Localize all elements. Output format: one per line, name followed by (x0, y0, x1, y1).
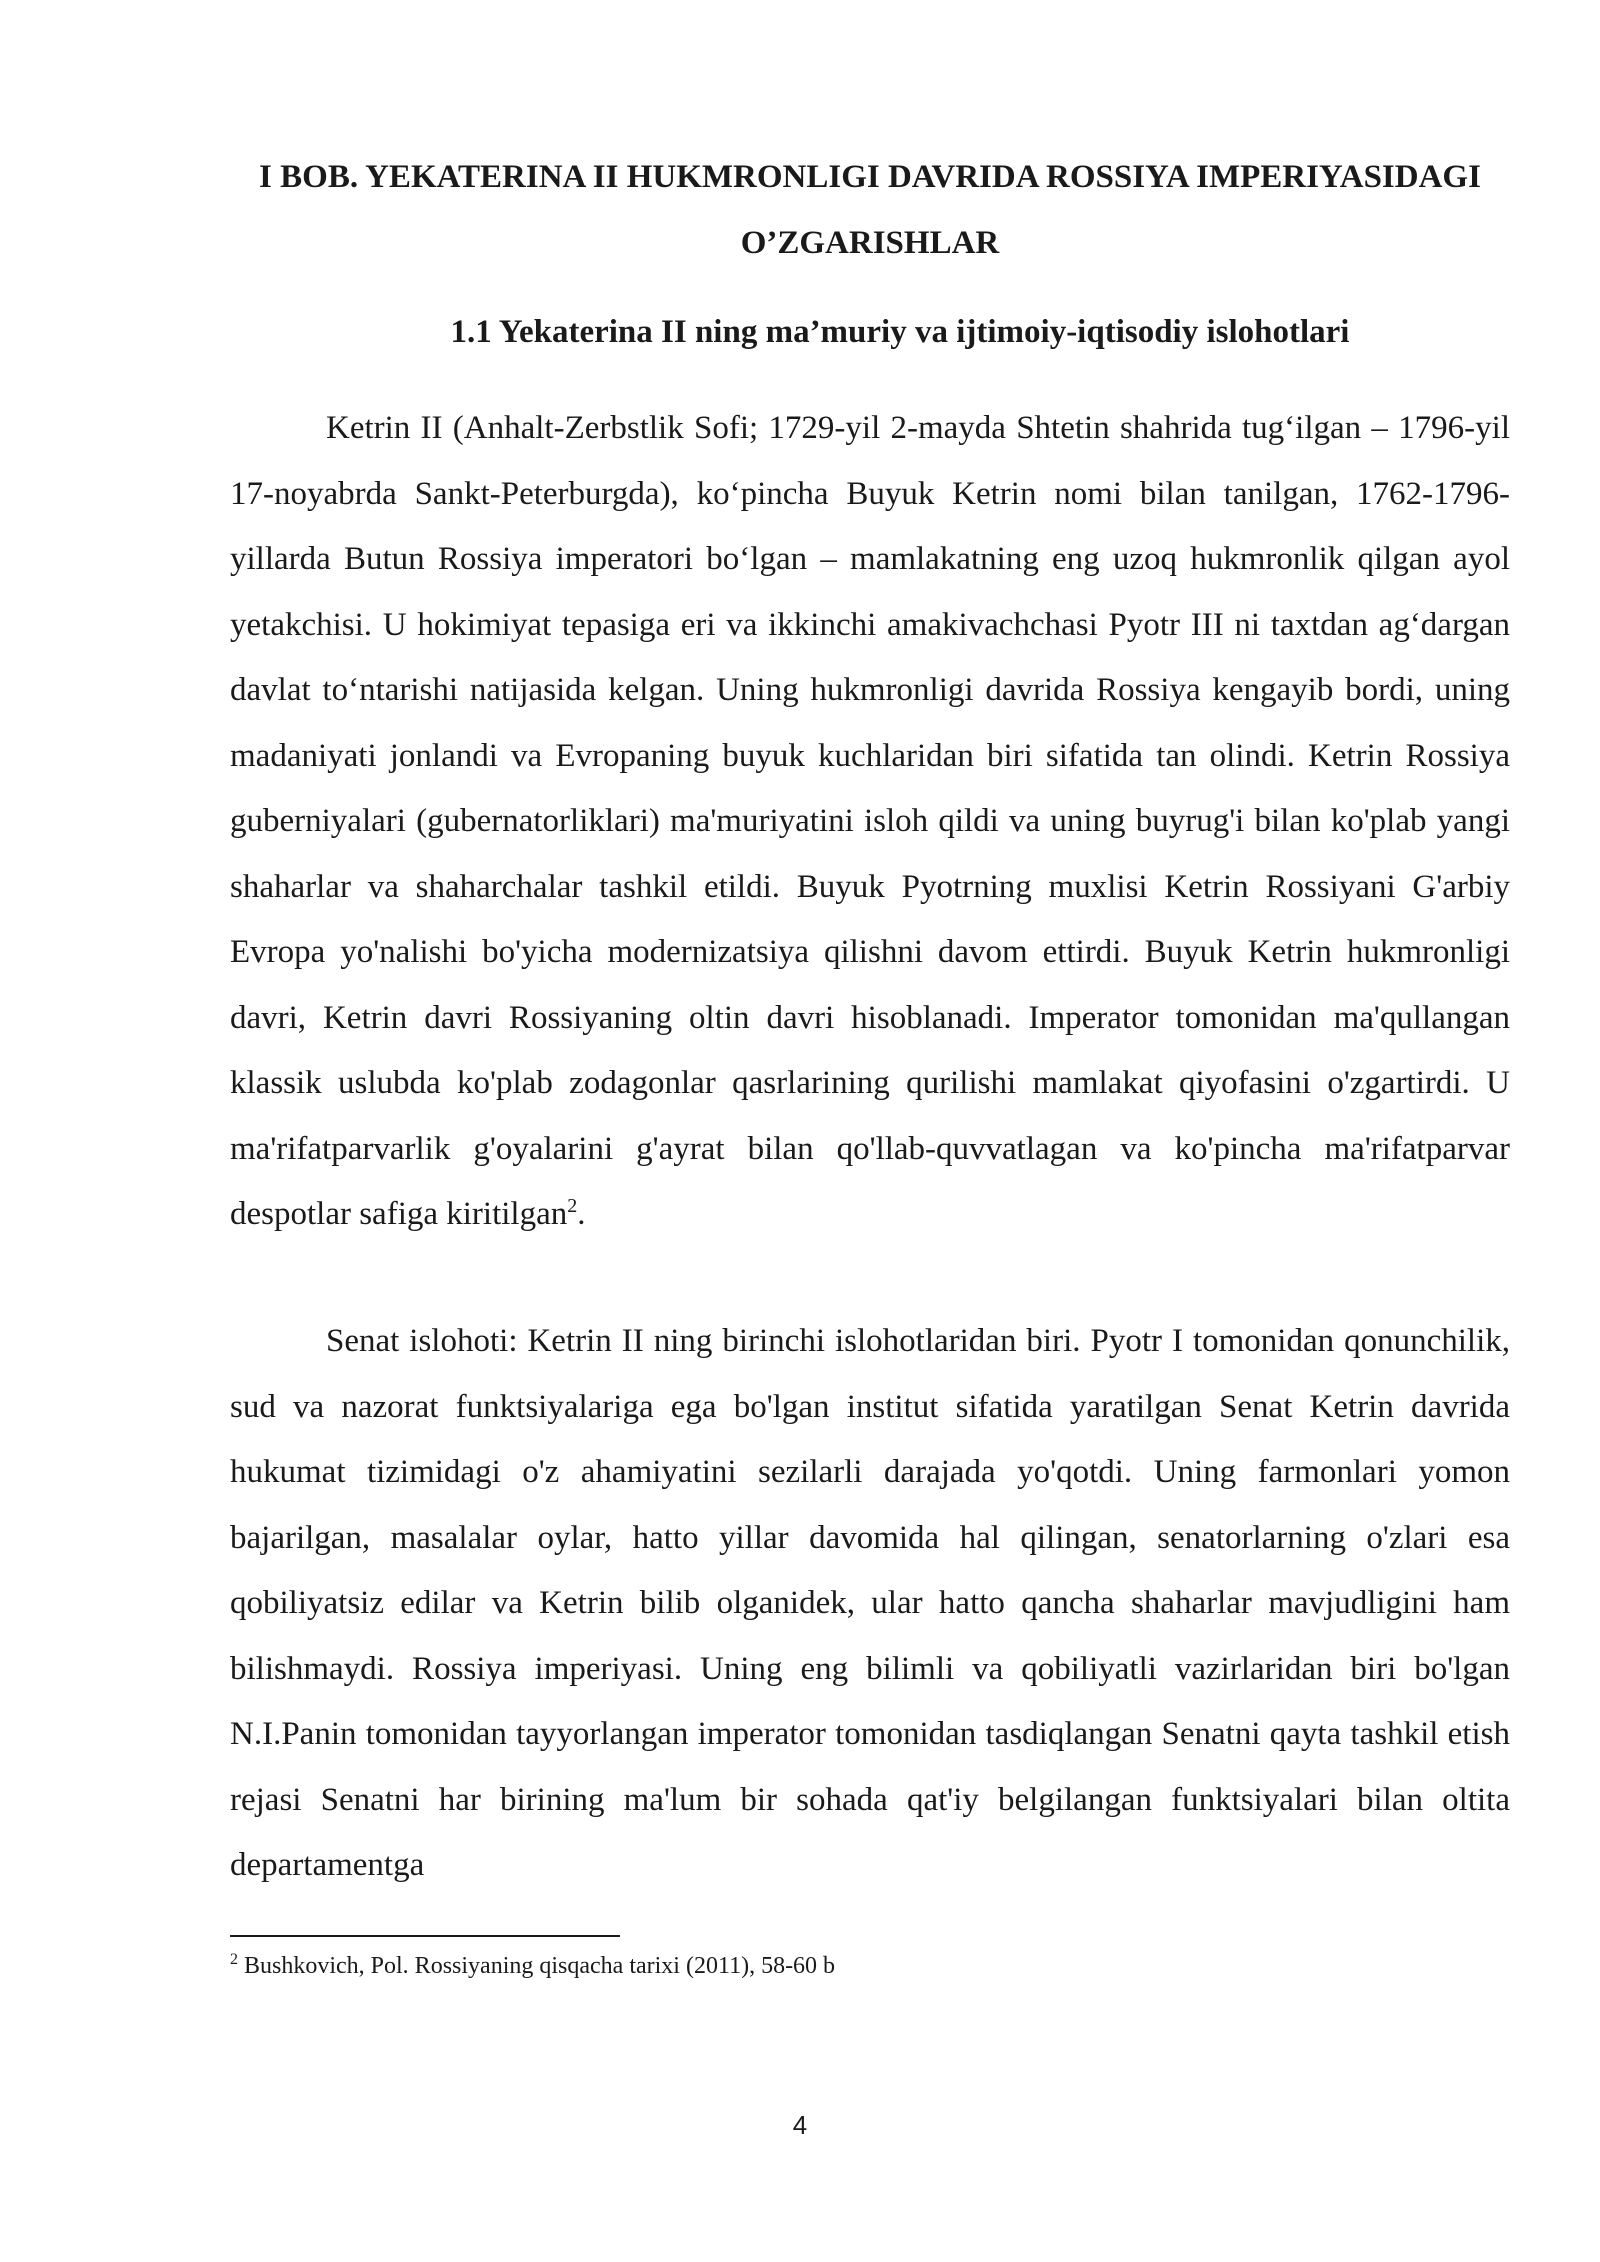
section-title: 1.1 Yekaterina II ning ma’muriy va ijtimoiy-iqtisodiy islohotlari (450, 314, 1350, 350)
chapter-title: I BOB. YEKATERINA II HUKMRONLIGI DAVRIDA ROSSIYA IMPERIYASIDAGI O’ZGARISHLAR (259, 159, 1481, 261)
footnote-number: 2 (230, 1951, 238, 1968)
footnote-reference: 2 (567, 1195, 578, 1217)
paragraph-2-text: Senat islohoti: Ketrin II ning birinchi islohotlaridan biri. Pyotr I tomonidan qonunchilik, sud va nazorat funktsiyalariga ega bo'lgan institut sifatida yaratilgan Senat Ketrin davrida hukumat tizimidagi o'z ahamiyatini sezilarli darajada yo'qotdi. Uning farmonlari yomon bajarilgan, masalalar oylar, hatto yillar davomida hal qilingan, senatorlarning o'zlari esa qobiliyatsiz edilar va Ketrin bilib olganidek, ular hatto qancha shaharlar mavjudligini ham bilishmaydi. Rossiya imperiyasi. Uning eng bilimli va qobiliyatli vazirlaridan biri bo'lgan N.I.Panin tomonidan tayyorlangan imperator tomonidan tasdiqlangan Senatni qayta tashkil etish rejasi Senatni har birining ma'lum bir sohada qat'iy belgilangan funktsiyalari bilan oltita departamentga (230, 1323, 1510, 1883)
paragraph-1-body: Ketrin II (Anhalt-Zerbstlik Sofi; 1729-yil 2-mayda Shtetin shahrida tug‘ilgan – 1796-yil 17-noyabrda Sankt-Peterburgda), ko‘pincha Buyuk Ketrin nomi bilan tanilgan, 1762-1796-yillarda Butun Rossiya imperatori bo‘lgan – mamlakatning eng uzoq hukmronlik qilgan ayol yetakchisi. U hokimiyat tepasiga eri va ikkinchi amakivachchasi Pyotr III ni taxtdan ag‘dargan davlat to‘ntarishi natijasida kelgan. Uning hukmronligi davrida Rossiya kengayib bordi, uning madaniyati jonlandi va Evropaning buyuk kuchlaridan biri sifatida tan olindi. Ketrin Rossiya guberniyalari (gubernatorliklari) ma'muriyatini isloh qildi va uning buyrug'i bilan ko'plab yangi shaharlar va shaharchalar tashkil etildi. Buyuk Pyotrning muxlisi Ketrin Rossiyani G'arbiy Evropa yo'nalishi bo'yicha modernizatsiya qilishni davom ettirdi. Buyuk Ketrin hukmronligi davri, Ketrin davri Rossiyaning oltin davri hisoblanadi. Imperator tomonidan ma'qullangan klassik uslubda ko'plab zodagonlar qasrlarining qurilishi mamlakat qiyofasini o'zgartirdi. U ma'rifatparvarlik g'oyalarini g'ayrat bilan qo'llab-quvvatlagan va ko'pincha ma'rifatparvar despotlar safiga kiritilgan (230, 410, 1510, 1232)
page-number: 4 (792, 2110, 808, 2140)
footnote-text: Bushkovich, Pol. Rossiyaning qisqacha tarixi (2011), 58-60 b (244, 1953, 836, 1979)
paragraph-1-text (230, 396, 1510, 1248)
paragraph-1-period: . (577, 1196, 586, 1232)
paragraph-1 (230, 396, 1510, 1248)
footnote (230, 1950, 1510, 1982)
footnote-divider (230, 1935, 620, 1937)
paragraph-2 (230, 1309, 1510, 1899)
